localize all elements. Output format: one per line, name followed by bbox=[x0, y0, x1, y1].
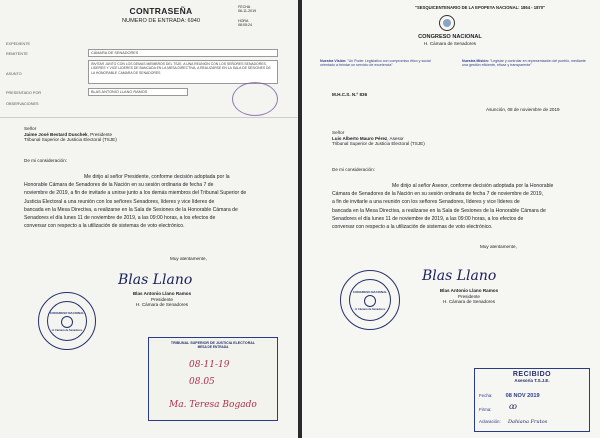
right-recipient-suffix: , Asesor bbox=[387, 135, 404, 141]
right-document-page bbox=[302, 0, 600, 438]
right-body-line-4: bancada en la Mesa Directiva, a realizarse en la Sala de Sesiones de la Honorable Cámara de bbox=[332, 207, 546, 214]
left-document-page bbox=[0, 0, 298, 438]
tsje-stamp-subtitle: MESA DE ENTRADA bbox=[197, 345, 229, 349]
right-body bbox=[332, 182, 590, 231]
remitente-label: REMITENTE bbox=[6, 52, 28, 56]
right-signer-title: Presidente bbox=[458, 293, 480, 299]
recibido-firma-signature-icon: ꝏ bbox=[509, 402, 517, 411]
fecha-label: FECHA bbox=[238, 5, 251, 9]
right-signer-org: H. Cámara de Senadores bbox=[442, 299, 496, 305]
right-recipient-org: Tribunal Superior de Justicia Electoral (TSJE) bbox=[332, 141, 425, 147]
entry-number: NUMERO DE ENTRADA: 6940 bbox=[121, 18, 201, 24]
recipient-name-suffix: , Presidente bbox=[87, 131, 113, 137]
fecha-value: 06-11-2019 bbox=[238, 9, 257, 14]
mission-label: Nuestra Misión: bbox=[462, 59, 489, 63]
left-seal-top-text: CONGRESO NACIONAL bbox=[49, 310, 85, 315]
left-signer-name: Blas Antonio Llano Ramos bbox=[132, 291, 192, 296]
tsje-stamp-date: 08-11-19 bbox=[189, 360, 230, 370]
right-signer-name: Blas Antonio Llano Ramos bbox=[439, 288, 499, 293]
asunto-label: ASUNTO bbox=[6, 72, 22, 76]
left-seal-emblem-icon bbox=[61, 316, 73, 328]
hora-value: 08:05:24 bbox=[238, 22, 252, 27]
presentado-label: PRESENTADO POR bbox=[6, 91, 42, 95]
left-signature: Blas Llano bbox=[118, 272, 193, 288]
right-signature: Blas Llano bbox=[422, 268, 497, 284]
left-body-line-1: Me dirijo al señor Presidente, conforme decisión adoptada por la bbox=[84, 174, 230, 180]
left-closing: Muy atentamente, bbox=[170, 256, 207, 261]
receipt-header bbox=[106, 6, 216, 24]
right-body-line-5: Senadores el día lunes 11 de noviembre de 2019, a las 09:00 horas, a los efectos de bbox=[332, 215, 524, 222]
asunto-field: INVITAR JUNTO CON LOS DEMAS MIEMBROS DEL TSJE, A UNA REUNION CON LOS SEÑORES SENADORES, LIDERES Y VICE LIDERES DE BANCADA EN LA MESA DIRECTIVA, A REALIZARSE EN LA SALA DE SESIONES DE LA HONORABLE CAMARA DE SENADORES bbox=[88, 60, 278, 84]
tsje-stamp-name: Ma. Teresa Bogado bbox=[169, 400, 257, 410]
tsje-receipt-stamp bbox=[148, 337, 278, 421]
expediente-label: EXPEDIENTE bbox=[6, 42, 31, 46]
recibido-subtitle: Asesoría T.S.J.E. bbox=[514, 378, 550, 383]
right-body-line-2: Cámara de Senadores de la Nación en su sesión ordinaria de fecha 7 de noviembre de 2019, bbox=[332, 191, 543, 198]
observaciones-label: OBSERVACIONES bbox=[6, 102, 39, 106]
right-body-line-3: a fin de invitarle a una reunión con los señores Senadores, líderes y vice líderes de bbox=[332, 199, 520, 206]
right-body-line-1: Me dirijo al señor Asesor, conforme decisión adoptada por la Honorable bbox=[392, 183, 554, 189]
right-recipient-name: Luis Alberto Mauro Pérez bbox=[332, 135, 388, 141]
right-seal-top-text: CONGRESO NACIONAL bbox=[352, 289, 388, 294]
left-body bbox=[24, 173, 286, 230]
vision-label: Nuestra Visión: bbox=[320, 59, 347, 63]
left-body-line-3: noviembre de 2019, a fin de invitarle a unirse junto a los demás miembros del Tribunal Superior de bbox=[24, 190, 247, 197]
mission-block bbox=[462, 59, 590, 68]
recibido-title: RECIBIDO bbox=[512, 371, 552, 378]
right-seal-bottom-text: H. Cámara de Senadores bbox=[354, 307, 386, 311]
recipient-org: Tribunal Superior de Justicia Electoral (TSJE) bbox=[24, 137, 117, 143]
left-seal-bottom-text: H. Cámara de Senadores bbox=[51, 328, 83, 332]
recibido-stamp bbox=[474, 368, 590, 432]
left-congress-seal bbox=[38, 292, 96, 350]
right-greeting: De mi consideración: bbox=[332, 167, 375, 172]
left-signer-block bbox=[112, 291, 212, 308]
left-body-line-4: Justicia Electoral a una reunión con los señores Senadores, líderes y vice líderes de bbox=[24, 198, 215, 205]
recibido-aclaracion-label: Aclaración: bbox=[479, 419, 501, 424]
receipt-datetime bbox=[238, 5, 278, 27]
congress-emblem-icon bbox=[439, 15, 455, 31]
left-greeting: De mi consideración: bbox=[24, 158, 67, 163]
date-line: Asunción, 08 de noviembre de 2019 bbox=[486, 107, 560, 112]
recibido-aclaracion-value: Dahiana Frutos bbox=[507, 419, 548, 425]
right-header-sub: H. Cámara de Senadores bbox=[423, 41, 477, 46]
right-signer-block bbox=[414, 288, 524, 305]
right-closing: Muy atentamente, bbox=[480, 244, 517, 249]
tsje-stamp-hour: 08.05 bbox=[189, 377, 215, 387]
recipient-salutation: Señor bbox=[24, 126, 37, 131]
recibido-fecha-label: Fecha: bbox=[479, 393, 493, 398]
left-body-line-6: Senadores el día lunes 11 de noviembre de 2019, a las 09:00 horas, a los efectos de bbox=[24, 215, 216, 222]
left-body-line-2: Honorable Cámara de Senadores de la Nación en su sesión ordinaria de fecha 7 de bbox=[24, 182, 214, 189]
vision-block bbox=[320, 59, 440, 68]
tsje-stamp-title: TRIBUNAL SUPERIOR DE JUSTICIA ELECTORAL bbox=[170, 341, 256, 345]
recibido-firma-label: Firma: bbox=[479, 407, 492, 412]
right-body-line-6: conversar con respecto a la utilización de sistemas de voto electrónico. bbox=[332, 224, 493, 231]
left-signer-org: H. Cámara de Senadores bbox=[135, 302, 189, 308]
remitente-field: CÁMARA DE SENADORES bbox=[88, 49, 278, 57]
vision-text: "Un Poder Legislativo con compromiso ético y social orientado a brindar un servicio de excelencia" bbox=[320, 59, 431, 68]
left-body-line-5: bancada en la Mesa Directiva, a realizarse en la Sala de Sesiones de la Honorable Cámara de bbox=[24, 206, 238, 213]
recibido-fecha-value: 08 NOV 2019 bbox=[505, 393, 540, 399]
right-header-org: CONGRESO NACIONAL bbox=[418, 34, 482, 40]
top-banner: "SESQUICENTENARIO DE LA EPOPEYA NACIONAL: 1864 - 1870" bbox=[414, 5, 546, 10]
right-congress-seal bbox=[340, 270, 400, 330]
recipient-name: Jaime José Bestard Duschek bbox=[24, 131, 88, 137]
left-signer-title: Presidente bbox=[151, 296, 173, 302]
mission-text: "Legislar y controlar en representación del pueblo, mediante una gestión eficiente, eficaz y transparente" bbox=[462, 59, 586, 68]
left-body-line-7: conversar con respecto a la utilización de sistemas de voto electrónico. bbox=[24, 223, 185, 230]
reference-number: M.H.C.S. N.º 836 bbox=[332, 92, 368, 97]
presentado-field: BLAS ANTONIO LLANO RAMOS bbox=[88, 88, 188, 96]
fold-line bbox=[0, 117, 298, 118]
right-recipient-block bbox=[332, 130, 572, 147]
entry-oval-stamp bbox=[232, 82, 278, 116]
right-seal-emblem-icon bbox=[364, 295, 376, 307]
receipt-title: CONTRASEÑA bbox=[129, 6, 193, 16]
right-recipient-salutation: Señor bbox=[332, 130, 345, 135]
hora-label: HORA bbox=[238, 18, 249, 23]
left-recipient-block bbox=[24, 126, 284, 143]
